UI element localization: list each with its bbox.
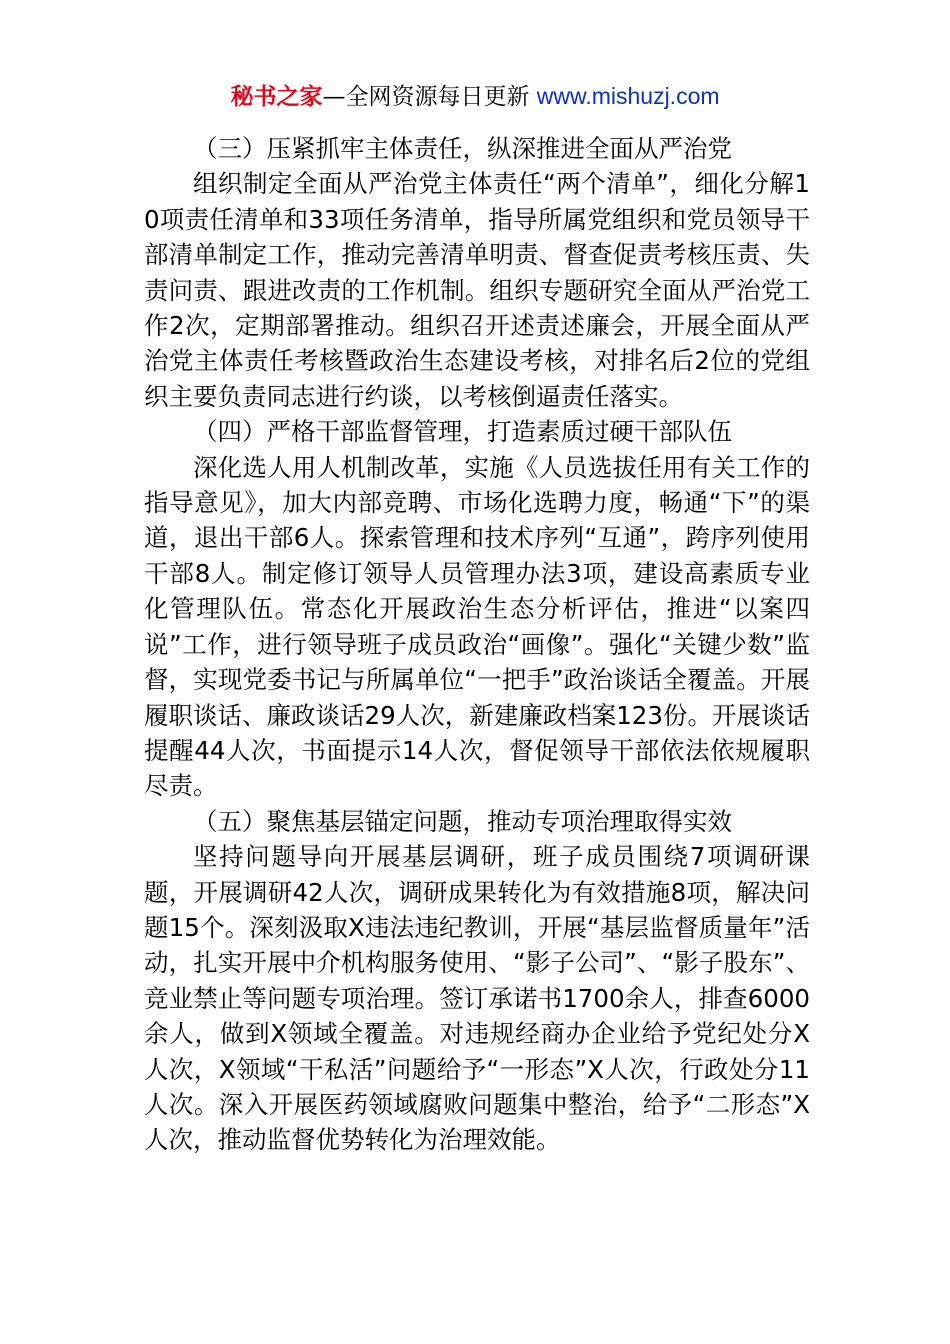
site-brand: 秘书之家	[230, 84, 323, 110]
site-url-link[interactable]: www.mishuzj.com	[536, 83, 720, 109]
site-tagline: —全网资源每日更新	[322, 84, 530, 110]
section-paragraph: 组织制定全面从严治党主体责任“两个清单”，细化分解10项责任清单和33项任务清单，指导所属党组织和党员领导干部清单制定工作，推动完善清单明责、督查促责考核压责、失责问责、跟进改责的工作机制。组织专题研究全面从严治党工作2次，定期部署推动。组织召开述责述廉会，开展全面从严治党主体责任考核暨政治生态建设考核，对排名后2位的党组织主要负责同志进行约谈，以考核倒逼责任落实。	[144, 169, 810, 411]
section-paragraph: 深化选人用人机制改革，实施《人员选拔任用有关工作的指导意见》，加大内部竞聘、市场化选聘力度，畅通“下”的渠道，退出干部6人。探索管理和技术序列“互通”，跨序列使用干部8人。制定修订领导人员管理办法3项，建设高素质专业化管理队伍。常态化开展政治生态分析评估，推进“以案四说”工作，进行领导班子成员政治“画像”。强化“关键少数”监督，实现党委书记与所属单位“一把手”政治谈话全覆盖。开展履职谈话、廉政谈话29人次，新建廉政档案123份。开展谈话提醒44人次，书面提示14人次，督促领导干部依法依规履职尽责。	[144, 452, 810, 801]
section-heading: （三）压紧抓牢主体责任，纵深推进全面从严治党	[193, 134, 732, 163]
section-paragraph: 坚持问题导向开展基层调研，班子成员围绕7项调研课题，开展调研42人次，调研成果转化为有效措施8项，解决问题15个。深刻汲取X违法违纪教训，开展“基层监督质量年”活动，扎实开展中介机构服务使用、“影子公司”、“影子股东”、竞业禁止等问题专项治理。签订承诺书1700余人，排查6000余人，做到X领域全覆盖。对违规经商办企业给予党纪处分X人次，X领域“干私活”问题给予“一形态”X人次，行政处分11人次。深入开展医药领域腐败问题集中整治，给予“二形态”X人次，推动监督优势转化为治理效能。	[144, 842, 810, 1155]
section-heading: （五）聚焦基层锚定问题，推动专项治理取得实效	[193, 806, 732, 836]
section-heading: （四）严格干部监督管理，打造素质过硬干部队伍	[193, 417, 732, 447]
document-body	[144, 131, 810, 1158]
site-header	[0, 80, 950, 113]
